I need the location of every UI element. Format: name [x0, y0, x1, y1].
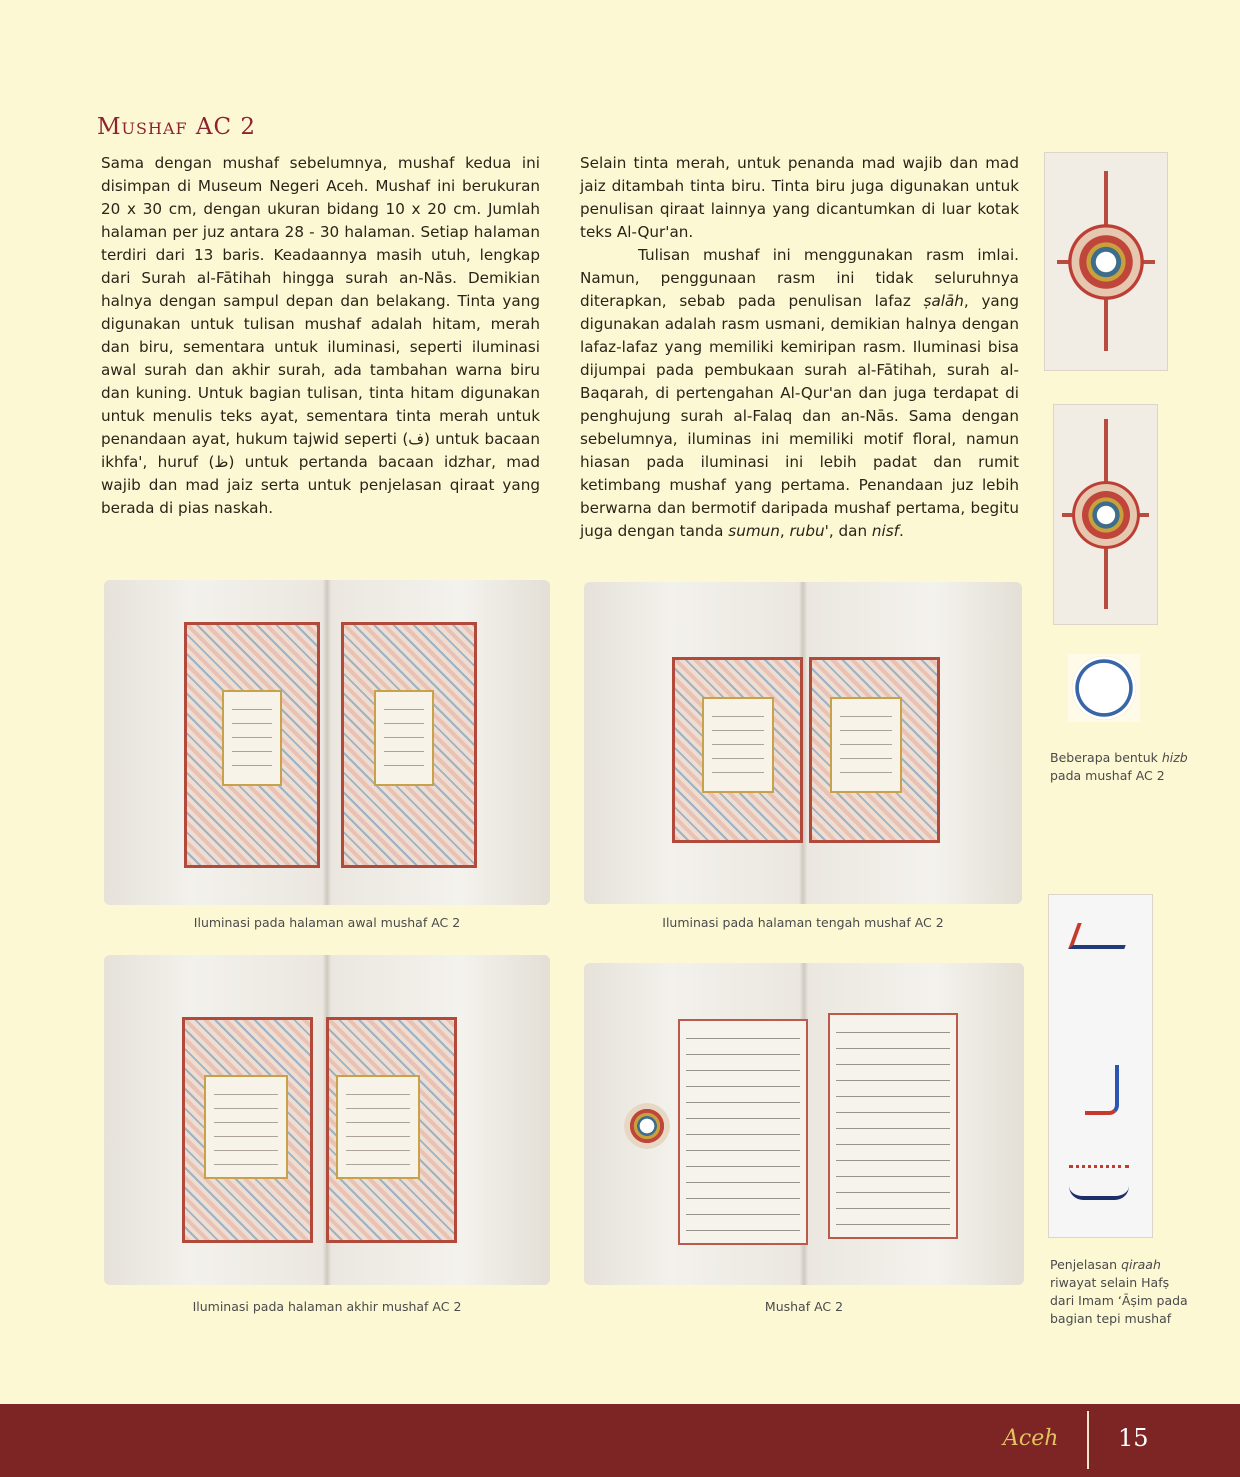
left-column [101, 152, 540, 520]
text-sep: , [779, 522, 790, 540]
hizb-caption [1050, 749, 1188, 785]
caption-text: riwayat selain Hafṣ [1050, 1275, 1170, 1290]
footer-bar [0, 1404, 1240, 1477]
photo-illumination-middle [584, 582, 1022, 904]
text-panel-left [702, 697, 774, 793]
text-page-left [678, 1019, 808, 1245]
manuscript-pages [104, 580, 550, 905]
caption-term: hizb [1161, 750, 1188, 765]
text-panel-right [336, 1075, 420, 1179]
hizb-image-3 [1068, 654, 1140, 722]
qiraah-note-blue [1085, 1065, 1119, 1115]
right-paragraph-2 [580, 244, 1019, 543]
photo-illumination-end [104, 955, 550, 1285]
hizb-rosette-icon [1067, 223, 1145, 301]
text-end: . [899, 522, 904, 540]
caption-text: Penjelasan [1050, 1257, 1122, 1272]
text-panel-left [204, 1075, 288, 1179]
right-paragraph-1: Selain tinta merah, untuk penanda mad wajib dan mad jaiz ditambah tinta biru. Tinta biru juga digunakan untuk penulisan qiraat lainnya yang dicantumkan di luar kotak teks Al-Qur'an. [580, 154, 1019, 241]
caption-illumination-start: Iluminasi pada halaman awal mushaf AC 2 [193, 915, 461, 930]
left-paragraph: Sama dengan mushaf sebelumnya, mushaf kedua ini disimpan di Museum Negeri Aceh. Mushaf ini berukuran 20 x 30 cm, dengan ukuran bidang 10 x 20 cm. Jumlah halaman per juz antara 28 - 30 halaman. Setiap halaman terdiri dari 13 baris. Keadaannya masih utuh, lengkap dari Surah al-Fātihah hingga surah an-Nās. Demikian halnya dengan sampul depan dan belakang. Tinta yang digunakan untuk tulisan mushaf adalah hitam, merah dan biru, sementara untuk iluminasi, seperti iluminasi awal surah dan akhir surah, ada tambahan warna biru dan kuning. Untuk bagian tulisan, tinta hitam digunakan untuk menulis teks ayat, sementara tinta merah untuk penandaan ayat, hukum tajwid seperti (ف) untuk bacaan ikhfa', huruf (ظ) untuk pertanda bacaan idzhar, mad wajib dan mad jaiz serta untuk penjelasan qiraat yang berada di pias naskah. [101, 154, 540, 517]
hizb-image-2 [1053, 404, 1158, 625]
page-number: 15 [1118, 1424, 1149, 1452]
juz-marker-icon [624, 1103, 670, 1149]
text-panel-left [222, 690, 282, 786]
qiraah-note-red [1068, 923, 1133, 949]
caption-term: qiraah [1121, 1257, 1161, 1272]
caption-mushaf: Mushaf AC 2 [764, 1299, 844, 1314]
photo-illumination-start [104, 580, 550, 905]
caption-text: bagian tepi mushaf [1050, 1311, 1172, 1326]
text-run: , yang digunakan adalah rasm usmani, demikian halnya dengan lafaz-lafaz yang memiliki kemiripan rasm. Iluminasi bisa dijumpai pada pembukaan surah al-Fātihah, surah al-Baqarah, di pertengahan Al-Qur'an dan juga terdapat di penghujung surah al-Falaq dan an-Nās. Sama dengan sebelumnya, iluminas ini memiliki motif floral, namun hiasan pada iluminasi ini lebih padat dan rumit ketimbang mushaf yang pertama. Penandaan juz lebih berwarna dan bermotif daripada mushaf pertama, begitu juga dengan tanda [580, 292, 1020, 540]
caption-text: Beberapa bentuk [1050, 750, 1162, 765]
footer-brand: Aceh [1003, 1426, 1059, 1451]
caption-illumination-middle: Iluminasi pada halaman tengah mushaf AC 2 [662, 915, 944, 930]
footer-divider [1087, 1411, 1089, 1469]
text-panel-right [830, 697, 902, 793]
hizb-rosette-icon [1071, 480, 1141, 550]
qiraah-margin-image [1048, 894, 1153, 1238]
caption-text: pada mushaf AC 2 [1050, 768, 1165, 783]
text-panel-right [374, 690, 434, 786]
term-sumun: sumun [728, 522, 780, 540]
manuscript-pages [584, 582, 1022, 904]
caption-text: dari Imam ‘Āṣim pada [1050, 1293, 1188, 1308]
qiraah-note-dark [1069, 1165, 1129, 1200]
hizb-medallion-icon [1072, 656, 1136, 720]
right-column [580, 152, 1019, 543]
term-salah: ṣalāh [923, 292, 964, 310]
qiraah-caption [1050, 1256, 1188, 1328]
text-page-right [828, 1013, 958, 1239]
term-nisf: nisf [871, 522, 900, 540]
hizb-image-1 [1044, 152, 1168, 371]
section-title: Mushaf AC 2 [97, 114, 257, 140]
text-sep: , dan [828, 522, 872, 540]
photo-mushaf [584, 963, 1024, 1285]
term-rubu: rubu' [789, 522, 829, 540]
caption-illumination-end: Iluminasi pada halaman akhir mushaf AC 2 [192, 1299, 462, 1314]
text-run: Tulisan mushaf ini menggunakan rasm imlai. Namun, penggunaan rasm ini tidak seluruhnya diterapkan, sebab pada penulisan lafaz [580, 246, 1019, 310]
